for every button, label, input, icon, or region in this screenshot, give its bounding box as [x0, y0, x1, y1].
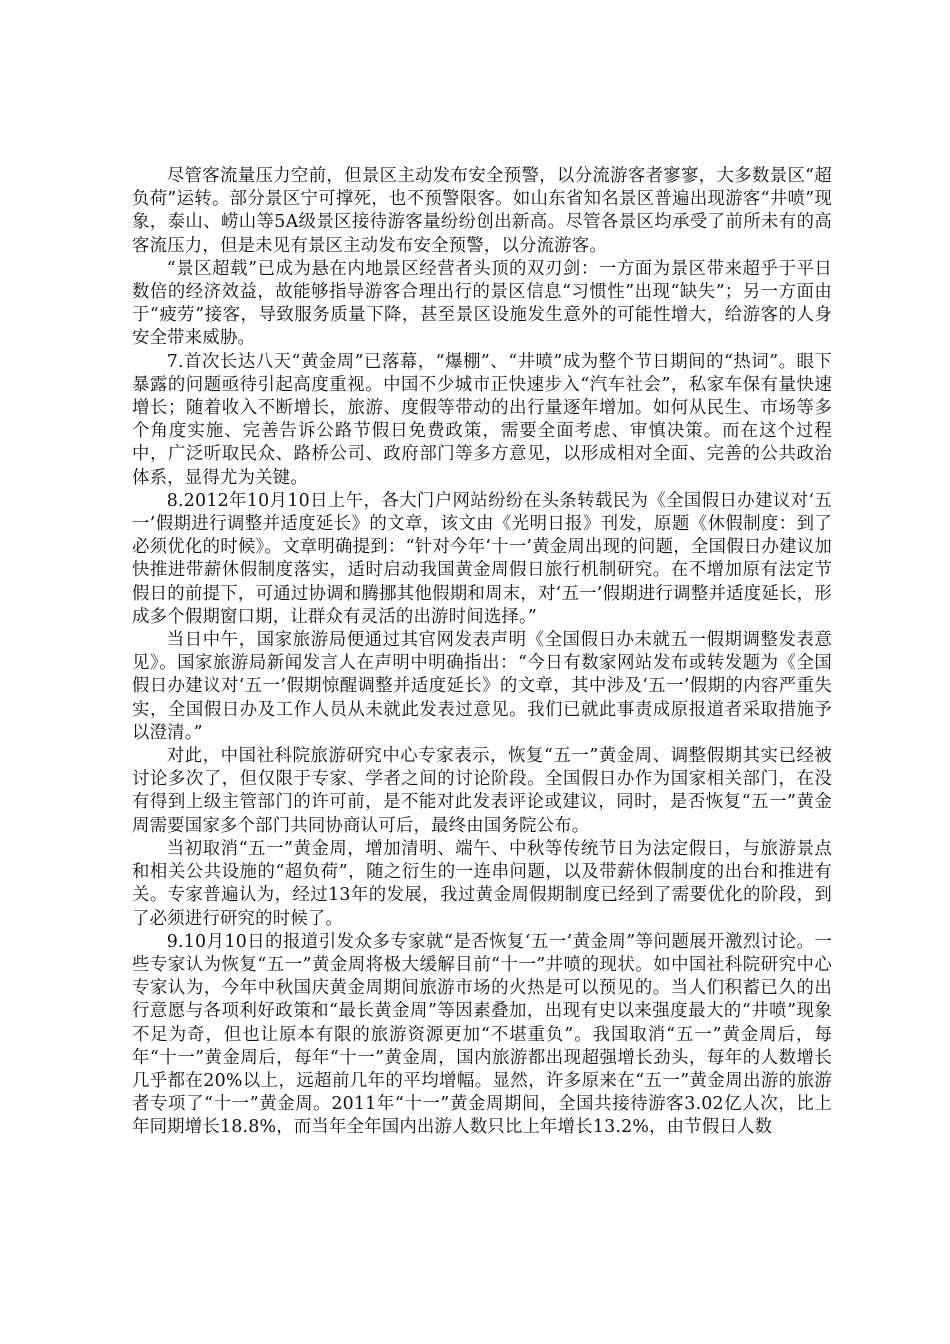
paragraph-double-edged-sword: “景区超载”已成为悬在内地景区经营者头顶的双刃剑：一方面为景区带来超乎于平日数倍的经济效益，故能够指导游客合理出行的景区信息“习惯性”出现“缺失”；另一方面由于“疲劳”接客，导致服务质量下降，甚至景区设施发生意外的可能性增大，给游客的人身安全带来威胁。 [132, 258, 832, 349]
paragraph-expert-view: 对此，中国社科院旅游研究中心专家表示，恢复“五一”黄金周、调整假期其实已经被讨论多次了，但仅限于专家、学者之间的讨论阶段。全国假日办作为国家相关部门，在没有得到上级主管部门的许可前，是不能对此发表评论或建议，同时，是否恢复“五一”黄金周需要国家多个部门共同协商认可后，最终由国务院公布。 [132, 746, 832, 836]
paragraph-cancellation-history: 当初取消“五一”黄金周，增加清明、端午、中秋等传统节日为法定假日，与旅游景点和相关公共设施的“超负荷”，随之衍生的一连串问题，以及带薪休假制度的出台和推进有关。专家普遍认为，经过13年的发展，我过黄金周假期制度已经到了需要优化的阶段，到了必须进行研究的时候了。 [132, 838, 832, 929]
paragraph-tourism-bureau-statement: 当日中午，国家旅游局便通过其官网发表声明《全国假日办未就五一假期调整发表意见》。国家旅游局新闻发言人在声明中明确指出：“今日有数家网站发布或转发题为《全国假日办建议对‘五一’假期惊醒调整并适度延长》的文章，其中涉及‘五一’假期的内容严重失实，全国假日办及工作人员从未就此发表过意见。我们已就此事责成原报道者采取措施予以澄清。” [132, 630, 832, 743]
document-body [132, 165, 832, 1140]
paragraph-item-8: 8.2012年10月10日上午，各大门户网站纷纷在头条转载民为《全国假日办建议对‘五一’假期进行调整并适度延长》的文章，该文由《光明日报》刊发，原题《休假制度：到了必须优化的时候》。文章明确提到：“针对今年‘十一’黄金周出现的问题，全国假日办建议加快推进带薪休假制度落实，适时启动我国黄金周假日旅行机制研究。在不增加原有法定节假日的前提下，可通过协调和腾挪其他假期和周末，对‘五一’假期进行调整并适度延长，形成多个假期窗口期，让群众有灵活的出游时间选择。” [132, 490, 832, 627]
paragraph-scenic-overload-warning: 尽管客流量压力空前，但景区主动发布安全预警，以分流游客者寥寥，大多数景区“超负荷”运转。部分景区宁可撑死，也不预警限客。如山东省知名景区普遍出现游客“井喷”现象，泰山、崂山等5A级景区接待游客量纷纷创出新高。尽管各景区均承受了前所未有的高客流压力，但是未见有景区主动发布安全预警，以分流游客。 [132, 166, 832, 256]
paragraph-item-9: 9.10月10日的报道引发众多专家就“是否恢复‘五一’黄金周”等问题展开激烈讨论。一些专家认为恢复“五一”黄金周将极大缓解目前“十一”井喷的现状。如中国社科院研究中心专家认为，今年中秋国庆黄金周期间旅游市场的火热是可以预见的。当人们积蓄已久的出行意愿与各项利好政策和“最长黄金周”等因素叠加，出现有史以来强度最大的“井喷”现象不足为奇，但也让原本有限的旅游资源更加“不堪重负”。我国取消“五一”黄金周后，每年“十一”黄金周后，每年“十一”黄金周，国内旅游都出现超强增长劲头，每年的人数增长几乎都在20%以上，远超前几年的平均增幅。显然，许多原来在“五一”黄金周出游的旅游者专项了“十一”黄金周。2011年“十一”黄金周期间，全国共接待游客3.02亿人次，比上年同期增长18.8%，而当年全年国内出游人数只比上年增长13.2%，由节假日人数 [132, 931, 832, 1138]
paragraph-item-7: 7.首次长达八天“黄金周”已落幕，“爆棚”、“井喷”成为整个节日期间的“热词”。眼下暴露的问题亟待引起高度重视。中国不少城市正快速步入“汽车社会”，私家车保有量快速增长；随着收入不断增长，旅游、度假等带动的出行量逐年增加。如何从民生、市场等多个角度实施、完善告诉公路节假日免费政策，需要全面考虑、审慎决策。而在这个过程中，广泛听取民众、路桥公司、政府部门等多方意见，以形成相对全面、完善的公共政治体系，显得尤为关键。 [132, 351, 832, 488]
